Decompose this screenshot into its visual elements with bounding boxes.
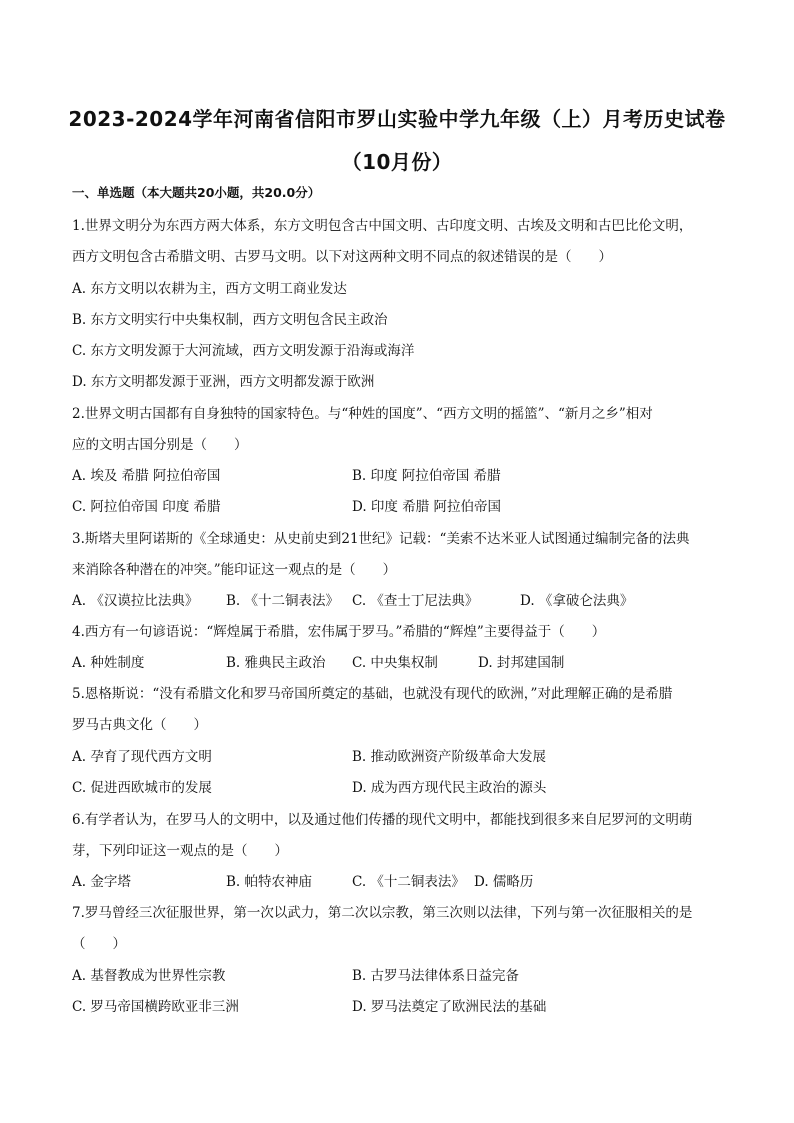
option-a: A. 基督教成为世界性宗教: [72, 968, 226, 984]
question-stem: 来消除各种潜在的冲突。”能印证这一观点的是（ ）: [72, 562, 397, 578]
question-stem: 6.有学者认为，在罗马人的文明中，以及通过他们传播的现代文明中，都能找到很多来自尼罗河的文明萌: [72, 812, 693, 828]
option-a: A. 东方文明以农耕为主，西方文明工商业发达: [72, 281, 347, 297]
option-b: B. 印度 阿拉伯帝国 希腊: [352, 468, 501, 484]
question-stem: 应的文明古国分别是（ ）: [72, 437, 248, 453]
option-b: B. 雅典民主政治: [226, 655, 326, 671]
option-a: A. 《汉谟拉比法典》: [72, 593, 199, 609]
option-c: C. 东方文明发源于大河流域，西方文明发源于沿海或海洋: [72, 343, 415, 359]
question-stem: 罗马古典文化（ ）: [72, 717, 207, 733]
option-d: D. 封邦建国制: [478, 655, 565, 671]
option-c: C. 阿拉伯帝国 印度 希腊: [72, 499, 221, 515]
option-c: C. 《十二铜表法》: [352, 874, 465, 890]
question-stem: 4.西方有一句谚语说：“辉煌属于希腊，宏伟属于罗马。”希腊的“辉煌”主要得益于（ ）: [72, 624, 606, 640]
option-b: B. 古罗马法律体系日益完备: [352, 968, 520, 984]
option-a: A. 孕育了现代西方文明: [72, 749, 212, 765]
option-d: D. 罗马法奠定了欧洲民法的基础: [352, 999, 547, 1015]
question-stem: 5.恩格斯说：“没有希腊文化和罗马帝国所奠定的基础，也就没有现代的欧洲，”对此理解正确的是希腊: [72, 686, 673, 702]
question-stem: 7.罗马曾经三次征服世界，第一次以武力，第二次以宗教，第三次则以法律，下列与第一次征服相关的是: [72, 905, 693, 921]
option-c: C. 《查士丁尼法典》: [352, 593, 479, 609]
option-a: A. 种姓制度: [72, 655, 145, 671]
option-a: A. 金字塔: [72, 874, 131, 890]
option-c: C. 中央集权制: [352, 655, 438, 671]
exam-subtitle: （10月份）: [341, 150, 453, 174]
option-d: D. 儒略历: [474, 874, 534, 890]
option-d: D. 《拿破仑法典》: [520, 593, 634, 609]
exam-title: 2023-2024学年河南省信阳市罗山实验中学九年级（上）月考历史试卷: [68, 107, 726, 131]
option-a: A. 埃及 希腊 阿拉伯帝国: [72, 468, 221, 484]
question-stem: 芽，下列印证这一观点的是（ ）: [72, 843, 288, 859]
question-stem: 3.斯塔夫里阿诺斯的《全球通史：从史前史到21世纪》记载：“美索不达米亚人试图通过编制完备的法典: [72, 531, 690, 547]
question-stem: 2.世界文明古国都有自身独特的国家特色。与“种姓的国度”、“西方文明的摇篮”、“新月之乡”相对: [72, 406, 653, 422]
section-heading: 一、单选题（本大题共20小题，共20.0分）: [72, 185, 321, 200]
question-stem: 1.世界文明分为东西方两大体系，东方文明包含古中国文明、古印度文明、古埃及文明和古巴比伦文明，: [72, 218, 693, 234]
option-c: C. 罗马帝国横跨欧亚非三洲: [72, 999, 239, 1015]
option-b: B. 帕特农神庙: [226, 874, 313, 890]
option-c: C. 促进西欧城市的发展: [72, 780, 212, 796]
option-b: B. 东方文明实行中央集权制，西方文明包含民主政治: [72, 312, 388, 328]
option-d: D. 东方文明都发源于亚洲，西方文明都发源于欧洲: [72, 374, 375, 390]
question-stem: （ ）: [72, 936, 126, 952]
option-b: B. 《十二铜表法》: [226, 593, 340, 609]
option-b: B. 推动欧洲资产阶级革命大发展: [352, 749, 547, 765]
option-d: D. 成为西方现代民主政治的源头: [352, 780, 547, 796]
question-stem: 西方文明包含古希腊文明、古罗马文明。以下对这两种文明不同点的叙述错误的是（ ）: [72, 249, 612, 265]
option-d: D. 印度 希腊 阿拉伯帝国: [352, 499, 502, 515]
